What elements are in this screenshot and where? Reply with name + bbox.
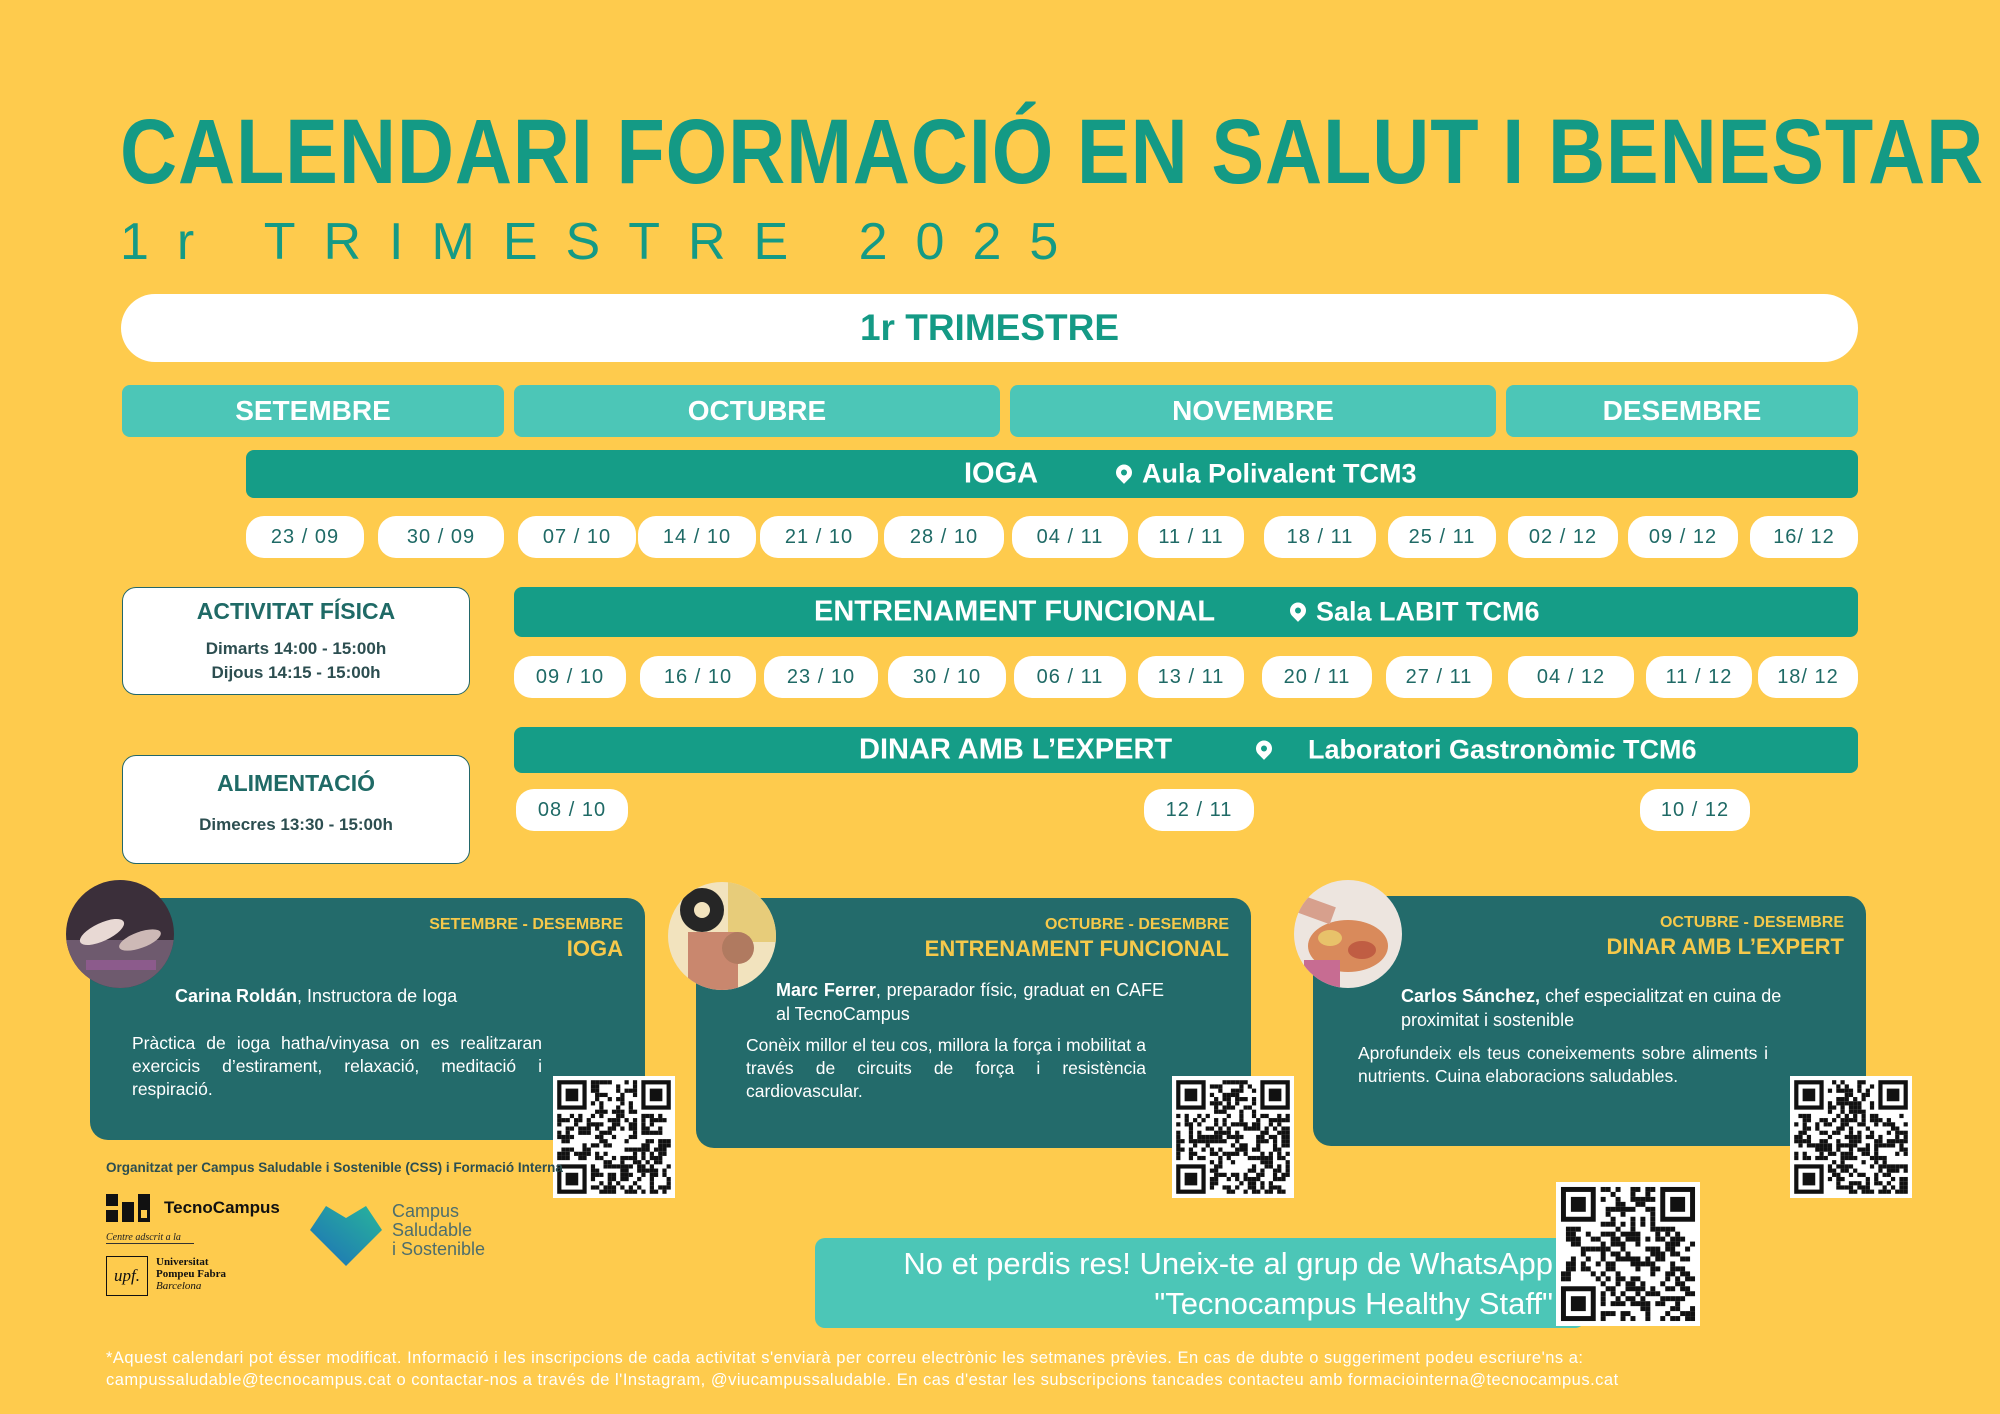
- whatsapp-banner[interactable]: [815, 1238, 1585, 1328]
- card-description: Aprofundeix els teus coneixements sobre aliments i nutrients. Cuina elaboracions saludables.: [1358, 1043, 1768, 1086]
- location-pin-icon: [1287, 599, 1310, 622]
- date-pill: 06 / 11: [1014, 656, 1126, 698]
- card-instructor: Carina Roldán, Instructora de Ioga: [175, 986, 458, 1006]
- ioga-location: Aula Polivalent TCM3: [1116, 459, 1417, 490]
- card-activity-name: ENTRENAMENT FUNCIONAL: [924, 936, 1229, 961]
- date-pill: 25 / 11: [1388, 516, 1496, 558]
- card-description: Conèix millor el teu cos, millora la força i mobilitat a través de circuits de força i resistència cardiovascular.: [746, 1035, 1146, 1101]
- whatsapp-line-1: No et perdis res! Uneix-te al grup de WhatsApp: [903, 1246, 1553, 1281]
- page-title: CALENDARI FORMACIÓ EN SALUT I BENESTAR: [120, 101, 1985, 203]
- training-photo: [668, 882, 776, 990]
- alimentacio-schedule: Dimecres 13:30 - 15:00h: [199, 815, 393, 834]
- date-pill: 28 / 10: [884, 516, 1004, 558]
- date-pill: 14 / 10: [638, 516, 756, 558]
- upf-line-1: Universitat: [156, 1256, 209, 1268]
- alimentacio-box: [122, 755, 470, 864]
- date-pill: 02 / 12: [1508, 516, 1618, 558]
- cooking-photo: [1294, 880, 1402, 988]
- location-pin-icon: [1253, 737, 1276, 760]
- dinar-date: 08 / 10: [516, 789, 628, 831]
- yoga-photo: [66, 880, 174, 988]
- date-pill: 30 / 10: [888, 656, 1006, 698]
- date-pill: 18 / 11: [1264, 516, 1376, 558]
- entrenament-title: ENTRENAMENT FUNCIONAL: [814, 595, 1216, 628]
- card-period: SETEMBRE - DESEMBRE: [429, 916, 623, 933]
- footnote-line-2: campussaludable@tecnocampus.cat o contactar-nos a través de l'Instagram, @viucampussaludable. En cas d'estar les subscripcions tancades contacteu amb formaciointerna@tecnocampus.cat: [106, 1371, 1619, 1389]
- ioga-title: IOGA: [964, 457, 1039, 490]
- heart-icon: [306, 1200, 386, 1270]
- date-pill: 11 / 11: [1138, 516, 1244, 558]
- dinar-title: DINAR AMB L’EXPERT: [859, 733, 1173, 766]
- tecnocampus-name: TecnoCampus: [164, 1198, 280, 1217]
- dinar-date: 12 / 11: [1144, 789, 1254, 831]
- card-activity-name: DINAR AMB L’EXPERT: [1606, 934, 1844, 959]
- upf-line-3: Barcelona: [156, 1280, 202, 1292]
- card-description: Pràctica de ioga hatha/vinyasa on es realitzaran exercicis d’estirament, relaxació, meditació i respiració.: [132, 1033, 542, 1099]
- whatsapp-line-2: "Tecnocampus Healthy Staff": [1154, 1286, 1553, 1321]
- dinar-date: 10 / 12: [1640, 789, 1750, 831]
- centre-adscrit-text: Centre adscrit a la: [106, 1232, 194, 1244]
- date-pill: 09 / 12: [1628, 516, 1738, 558]
- card-period: OCTUBRE - DESEMBRE: [1659, 914, 1844, 931]
- entrenament-location: Sala LABIT TCM6: [1290, 597, 1540, 628]
- entrenament-bar: [514, 587, 1858, 637]
- css-line-3: i Sostenible: [392, 1239, 486, 1259]
- date-pill: 21 / 10: [760, 516, 878, 558]
- date-pill: 20 / 11: [1262, 656, 1372, 698]
- date-pill: 16 / 10: [640, 656, 756, 698]
- whatsapp-qr-code[interactable]: [1556, 1182, 1700, 1326]
- activitat-fisica-schedule-2: Dijous 14:15 - 15:00h: [211, 663, 381, 682]
- activitat-fisica-schedule-1: Dimarts 14:00 - 15:00h: [205, 639, 387, 658]
- page-subtitle: 1r TRIMESTRE 2025: [120, 213, 1087, 271]
- date-pill: 04 / 11: [1012, 516, 1128, 558]
- entrenament-card: [696, 898, 1251, 1148]
- tecnocampus-mark-icon: [106, 1194, 152, 1224]
- date-pill: 11 / 12: [1646, 656, 1752, 698]
- alimentacio-heading: ALIMENTACIÓ: [216, 770, 375, 796]
- date-pill: 07 / 10: [518, 516, 636, 558]
- date-pill: 23 / 10: [764, 656, 878, 698]
- entrenament-qr-code[interactable]: [1172, 1076, 1294, 1198]
- upf-mark: upf.: [106, 1256, 148, 1296]
- date-pill: 18/ 12: [1758, 656, 1858, 698]
- dinar-location: Laboratori Gastronòmic TCM6: [1256, 735, 1697, 766]
- tecnocampus-logo: [106, 1192, 286, 1302]
- trimester-bar: 1r TRIMESTRE: [121, 294, 1858, 362]
- card-period: OCTUBRE - DESEMBRE: [1044, 916, 1229, 933]
- date-pill: 30 / 09: [378, 516, 504, 558]
- footnote: [106, 1347, 1936, 1391]
- css-line-2: Saludable: [392, 1220, 473, 1240]
- footnote-line-1: *Aquest calendari pot ésser modificat. Informació i les inscripcions de cada activitat s'enviarà per correu electrònic les setmanes prèvies. En cas de dubte o suggeriment podeu escriure'ns a:: [106, 1349, 1584, 1367]
- css-line-1: Campus: [392, 1201, 460, 1221]
- organizer-text: Organitzat per Campus Saludable i Sostenible (CSS) i Formació Interna: [106, 1160, 563, 1175]
- activitat-fisica-heading: ACTIVITAT FÍSICA: [196, 598, 396, 624]
- date-pill: 23 / 09: [246, 516, 364, 558]
- upf-line-2: Pompeu Fabra: [156, 1268, 226, 1280]
- month-setembre: SETEMBRE: [122, 385, 504, 437]
- card-activity-name: IOGA: [566, 936, 623, 961]
- month-octubre: OCTUBRE: [514, 385, 1000, 437]
- campus-saludable-logo: [306, 1200, 506, 1290]
- date-pill: 04 / 12: [1508, 656, 1634, 698]
- month-desembre: DESEMBRE: [1506, 385, 1858, 437]
- location-pin-icon: [1113, 461, 1136, 484]
- month-novembre: NOVEMBRE: [1010, 385, 1496, 437]
- ioga-bar: [246, 450, 1858, 498]
- card-instructor: Marc Ferrer, preparador físic, graduat en CAFE al TecnoCampus: [776, 980, 1164, 1024]
- date-pill: 16/ 12: [1750, 516, 1858, 558]
- dinar-bar: [514, 727, 1858, 773]
- card-instructor: Carlos Sánchez, chef especialitzat en cuina de proximitat i sostenible: [1401, 986, 1782, 1030]
- ioga-qr-code[interactable]: [553, 1076, 675, 1198]
- date-pill: 27 / 11: [1386, 656, 1492, 698]
- date-pill: 09 / 10: [514, 656, 626, 698]
- activitat-fisica-box: [122, 587, 470, 695]
- dinar-qr-code[interactable]: [1790, 1076, 1912, 1198]
- date-pill: 13 / 11: [1138, 656, 1244, 698]
